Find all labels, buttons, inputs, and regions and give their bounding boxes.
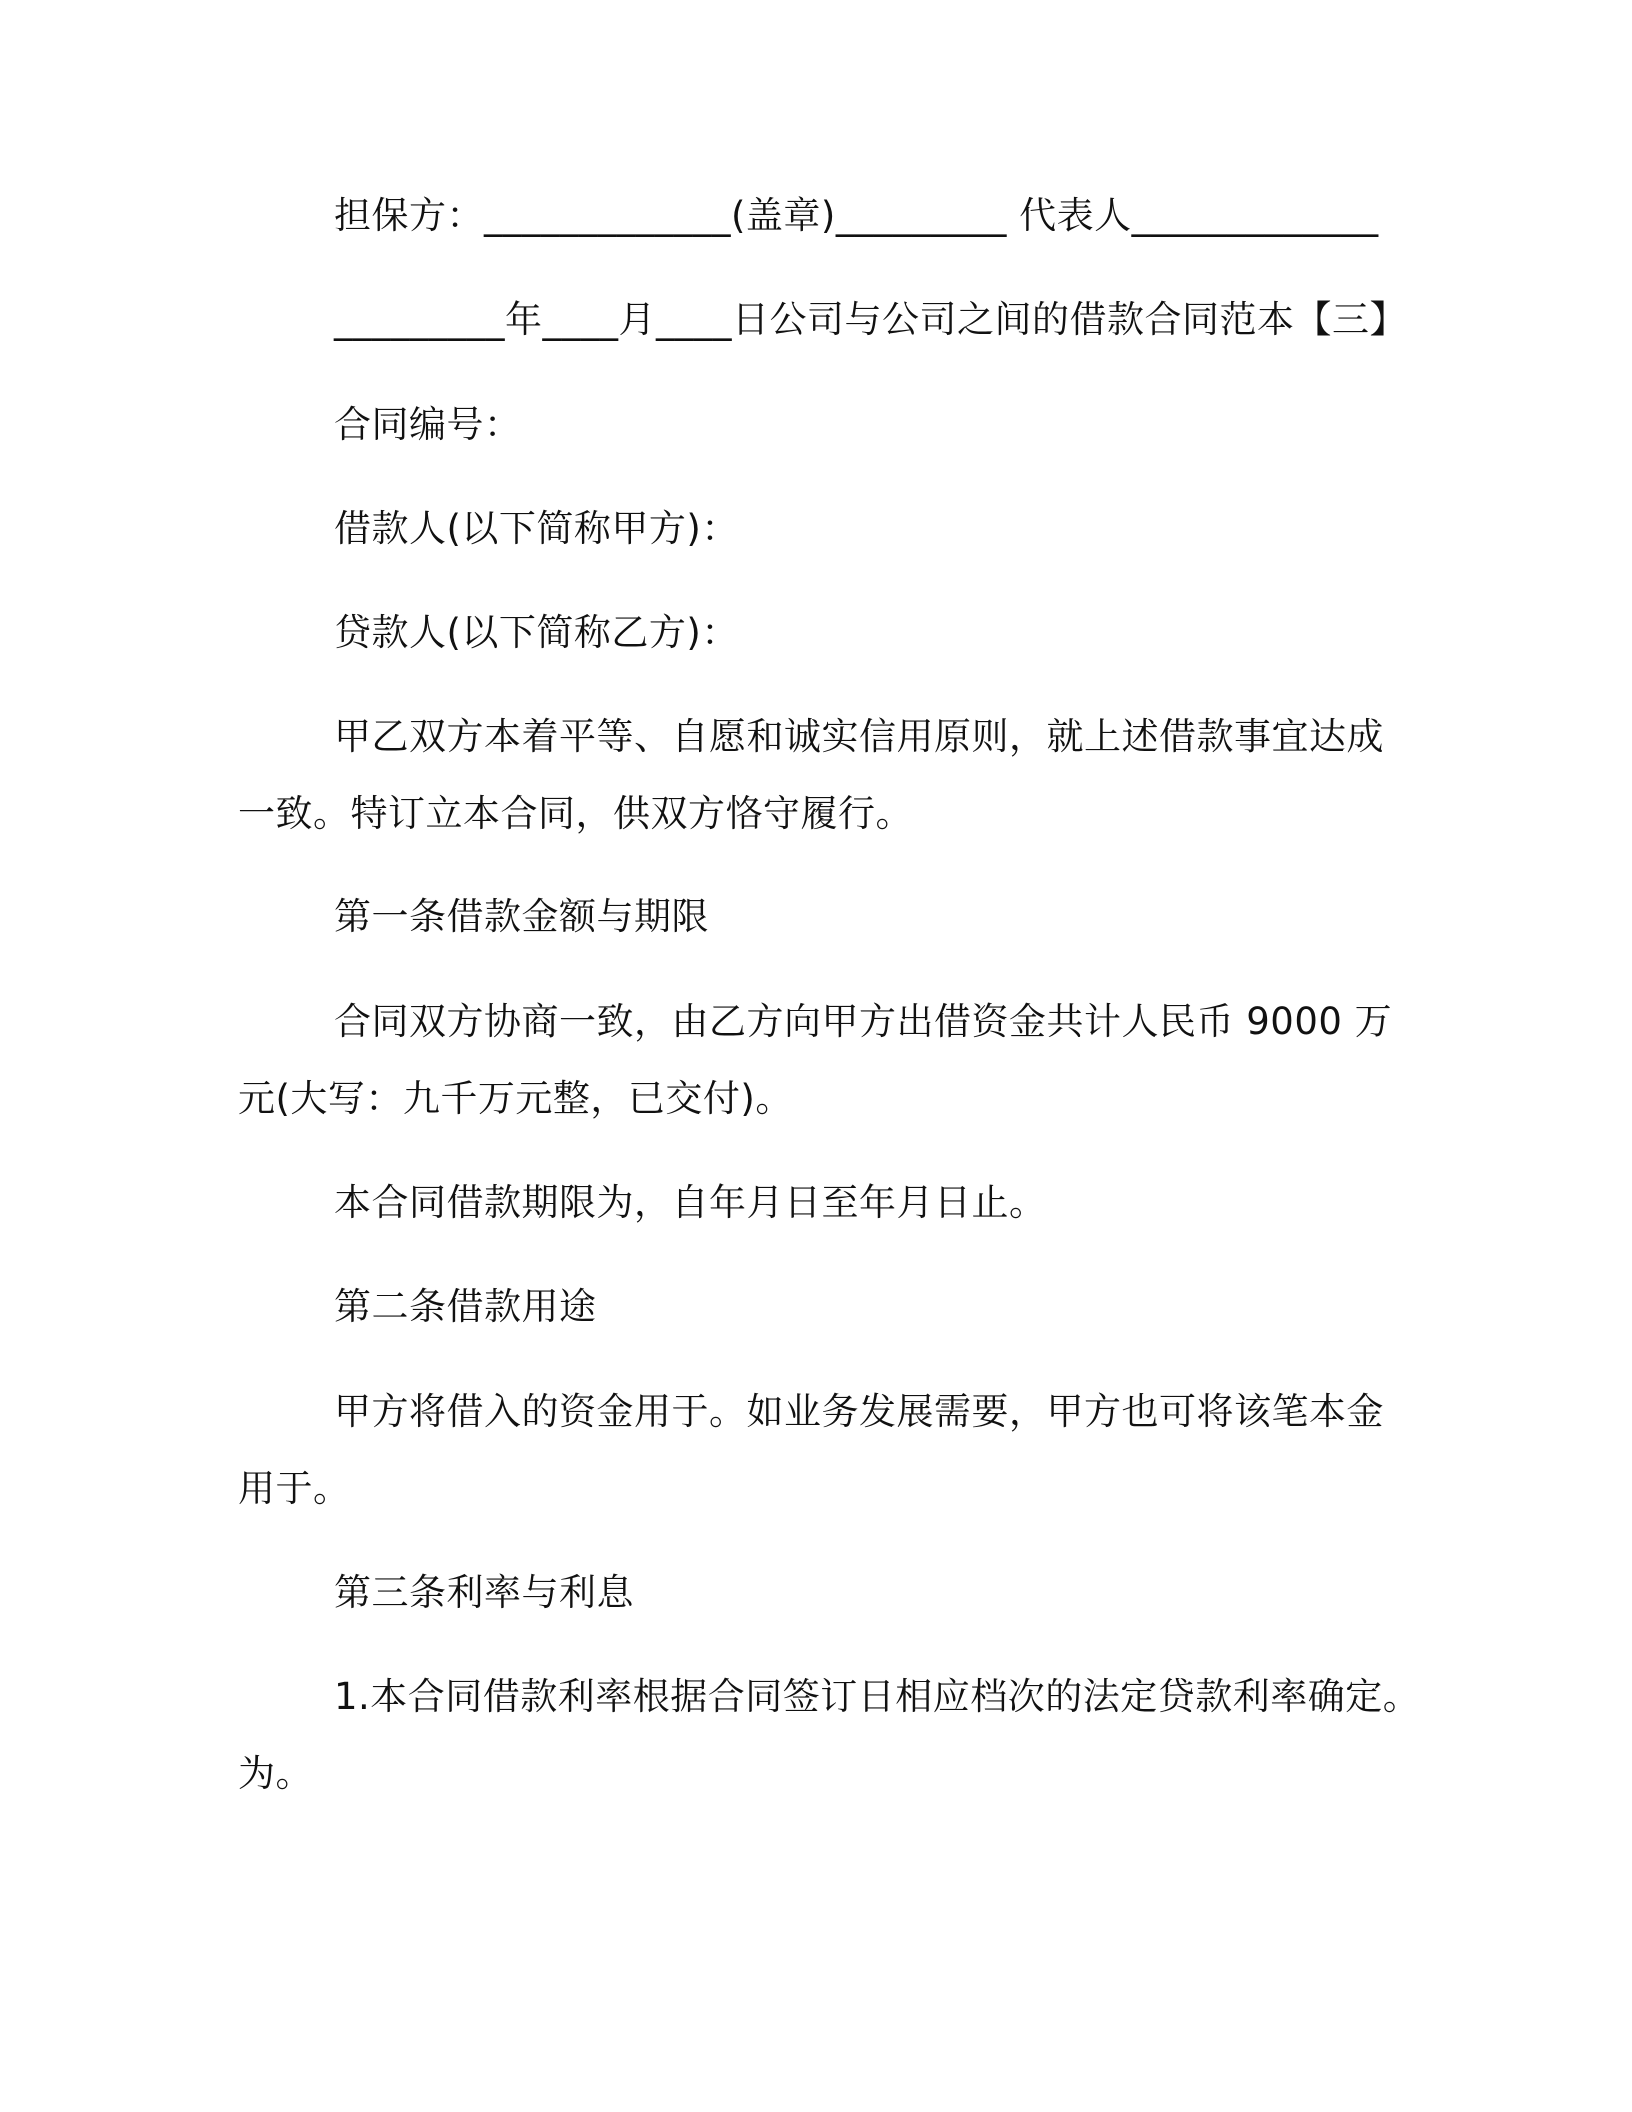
- preamble-paragraph-line-2: 一致。特订立本合同，供双方恪守履行。: [238, 792, 913, 835]
- lender-label: 贷款人(以下简称乙方)：: [334, 611, 739, 654]
- article-1-paragraph-line-2: 元(大写：九千万元整，已交付)。: [238, 1077, 793, 1120]
- preamble-paragraph-line-1: 甲乙双方本着平等、自愿和诚实信用原则，就上述借款事宜达成: [334, 715, 1384, 758]
- article-2-heading: 第二条借款用途: [334, 1285, 597, 1328]
- borrower-label: 借款人(以下简称甲方)：: [334, 507, 739, 550]
- article-3-heading: 第三条利率与利息: [334, 1571, 634, 1614]
- article-2-paragraph-line-2: 用于。: [238, 1467, 351, 1510]
- guarantor-signature-line: 担保方：_____________(盖章)_________ 代表人_____________: [334, 194, 1379, 237]
- date-and-contract-title-line: _________年____月____日公司与公司之间的借款合同范本【三】: [334, 298, 1407, 341]
- loan-term-paragraph: 本合同借款期限为，自年月日至年月日止。: [334, 1181, 1047, 1224]
- article-3-item-1-line-1: 1.本合同借款利率根据合同签订日相应档次的法定贷款利率确定。: [334, 1675, 1421, 1718]
- contract-number-label: 合同编号：: [334, 403, 522, 446]
- article-3-item-1-line-2: 为。: [238, 1752, 313, 1795]
- article-1-heading: 第一条借款金额与期限: [334, 895, 709, 938]
- article-1-paragraph-line-1: 合同双方协商一致，由乙方向甲方出借资金共计人民币 9000 万: [334, 1000, 1393, 1043]
- article-2-paragraph-line-1: 甲方将借入的资金用于。如业务发展需要，甲方也可将该笔本金: [334, 1390, 1384, 1433]
